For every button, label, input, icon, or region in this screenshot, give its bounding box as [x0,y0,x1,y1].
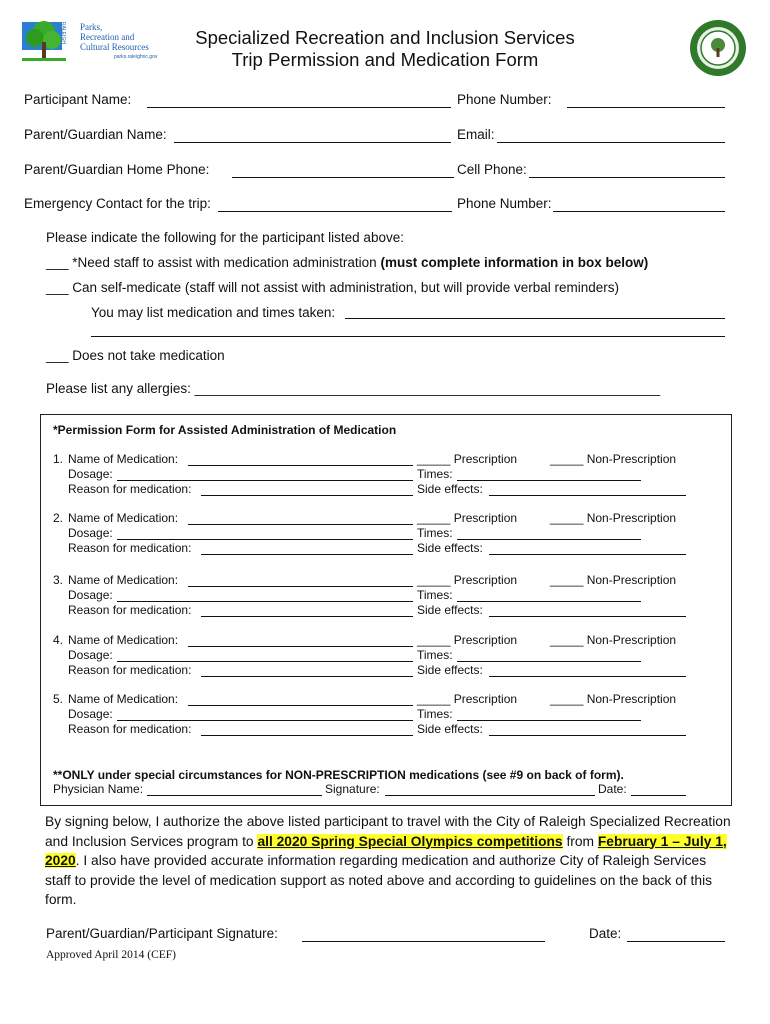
dosage-field[interactable] [117,480,413,481]
consent-highlight-dates: February 1 – July 1, 2020 [45,833,727,868]
self-medicate-text: Can self-medicate (staff will not assist with administration, but will provide verbal reminders) [72,280,620,295]
reason-label: Reason for medication: [68,482,192,496]
dosage-field[interactable] [117,720,413,721]
nonprescription-option[interactable]: _____ Non-Prescription [550,692,677,706]
list-meds-label: You may list medication and times taken: [91,305,336,320]
emergency-contact-label: Emergency Contact for the trip: [24,196,211,211]
times-label: Times: [417,526,453,540]
options-intro: Please indicate the following for the participant listed above: [46,230,404,245]
reason-field[interactable] [201,554,413,555]
nonprescription-option[interactable]: _____ Non-Prescription [550,452,677,466]
form-title-line1: Specialized Recreation and Inclusion Services [195,27,575,48]
allergies-field[interactable]: Please list any allergies: ______________________________________________________________ [46,381,661,396]
medication-number: 2. [53,511,64,525]
cell-phone-label: Cell Phone: [457,162,527,177]
consent-part1: By signing below, I authorize the above listed participant to travel with the City of Raleigh Specialized Recreation and Inclusion Services program to [45,814,731,849]
side-effects-label: Side effects: [417,663,483,677]
guardian-name-field[interactable] [174,142,451,143]
side-effects-label: Side effects: [417,482,483,496]
reason-field[interactable] [201,735,413,736]
side-effects-field[interactable] [489,616,686,617]
list-meds-field-1[interactable] [345,318,725,319]
self-medicate-blank[interactable]: ___ [46,280,69,295]
reason-field[interactable] [201,616,413,617]
times-field[interactable] [457,720,641,721]
side-effects-field[interactable] [489,554,686,555]
dosage-label: Dosage: [68,467,113,481]
nonprescription-option[interactable]: _____ Non-Prescription [550,573,677,587]
consent-paragraph [45,812,735,910]
side-effects-label: Side effects: [417,541,483,555]
reason-label: Reason for medication: [68,722,192,736]
medication-number: 5. [53,692,64,706]
dosage-label: Dosage: [68,526,113,540]
medication-name-field[interactable] [188,586,413,587]
reason-label: Reason for medication: [68,541,192,555]
physician-date-field[interactable] [631,795,686,796]
need-staff-option[interactable] [46,255,648,270]
email-label: Email: [457,127,495,142]
medication-number: 3. [53,573,64,587]
medication-name-field[interactable] [188,524,413,525]
medication-number: 4. [53,633,64,647]
need-staff-blank[interactable]: ___ [46,255,69,270]
logo-line-3: Cultural Resources [80,42,149,52]
side-effects-label: Side effects: [417,603,483,617]
guardian-signature-label: Parent/Guardian/Participant Signature: [46,926,278,941]
parks-logo [22,18,158,68]
logo-line-2: Recreation and [80,32,135,42]
cell-phone-field[interactable] [529,177,725,178]
medication-name-label: Name of Medication: [68,452,179,466]
home-phone-label: Parent/Guardian Home Phone: [24,162,210,177]
no-meds-blank[interactable]: ___ [46,348,69,363]
email-field[interactable] [497,142,725,143]
reason-field[interactable] [201,495,413,496]
reason-field[interactable] [201,676,413,677]
dosage-label: Dosage: [68,648,113,662]
times-field[interactable] [457,601,641,602]
times-field[interactable] [457,539,641,540]
medication-name-label: Name of Medication: [68,511,179,525]
consent-part2: from [562,833,598,849]
times-label: Times: [417,588,453,602]
prescription-option[interactable]: _____ Prescription [417,573,518,587]
times-field[interactable] [457,661,641,662]
phone-number-2-field[interactable] [553,211,725,212]
times-label: Times: [417,648,453,662]
physician-name-label: Physician Name: [53,782,144,796]
physician-signature-field[interactable] [385,795,595,796]
nonprescription-option[interactable]: _____ Non-Prescription [550,511,677,525]
reason-label: Reason for medication: [68,663,192,677]
dosage-label: Dosage: [68,588,113,602]
side-effects-field[interactable] [489,676,686,677]
nonprescription-option[interactable]: _____ Non-Prescription [550,633,677,647]
participant-name-field[interactable] [147,107,451,108]
medication-name-field[interactable] [188,705,413,706]
dosage-field[interactable] [117,539,413,540]
side-effects-field[interactable] [489,735,686,736]
phone-number-field[interactable] [567,107,725,108]
medication-name-field[interactable] [188,465,413,466]
side-effects-field[interactable] [489,495,686,496]
medication-name-label: Name of Medication: [68,692,179,706]
home-phone-field[interactable] [232,177,454,178]
prescription-option[interactable]: _____ Prescription [417,511,518,525]
need-staff-text: *Need staff to assist with medication administration [72,255,377,270]
logo-side-text: RALEIGH [60,22,66,44]
signature-date-field[interactable] [627,941,725,942]
need-staff-bold: (must complete information in box below) [380,255,649,270]
guardian-name-label: Parent/Guardian Name: [24,127,167,142]
medication-number: 1. [53,452,64,466]
prescription-option[interactable]: _____ Prescription [417,692,518,706]
medication-name-label: Name of Medication: [68,633,179,647]
phone-number-label: Phone Number: [457,92,552,107]
prescription-option[interactable]: _____ Prescription [417,452,518,466]
side-effects-label: Side effects: [417,722,483,736]
approved-footer: Approved April 2014 (CEF) [46,949,177,961]
times-label: Times: [417,467,453,481]
no-meds-option[interactable] [46,348,225,363]
phone-number-2-label: Phone Number: [457,196,552,211]
medication-name-field[interactable] [188,646,413,647]
guardian-signature-field[interactable] [302,941,545,942]
nonprescription-note: **ONLY under special circumstances for NON-PRESCRIPTION medications (see #9 on back of form). [53,768,624,782]
consent-part3: . I also have provided accurate information regarding medication and authorize City of Raleigh Services staff to provide the level of medication support as noted above and according to guidelines on the back of this form. [45,853,713,907]
times-label: Times: [417,707,453,721]
dosage-field[interactable] [117,601,413,602]
dosage-field[interactable] [117,661,413,662]
consent-highlight-events: all 2020 Spring Special Olympics competitions [257,833,563,849]
physician-signature-label: Signature: [325,782,380,796]
physician-name-field[interactable] [147,795,322,796]
emergency-contact-field[interactable] [218,211,452,212]
participant-name-label: Participant Name: [24,92,132,107]
signature-date-label: Date: [589,926,622,941]
list-meds-field-2[interactable] [91,336,725,337]
medication-box-title: *Permission Form for Assisted Administration of Medication [53,423,397,437]
times-field[interactable] [457,480,641,481]
logo-line-1: Parks, [80,22,103,32]
form-title-line2: Trip Permission and Medication Form [231,49,539,70]
no-meds-text: Does not take medication [72,348,225,363]
medication-name-label: Name of Medication: [68,573,179,587]
reason-label: Reason for medication: [68,603,192,617]
dosage-label: Dosage: [68,707,113,721]
logo-url: parks.raleighnc.gov [114,54,158,60]
physician-date-label: Date: [598,782,627,796]
self-medicate-option[interactable] [46,280,619,295]
prescription-option[interactable]: _____ Prescription [417,633,518,647]
city-seal-icon [688,18,748,78]
